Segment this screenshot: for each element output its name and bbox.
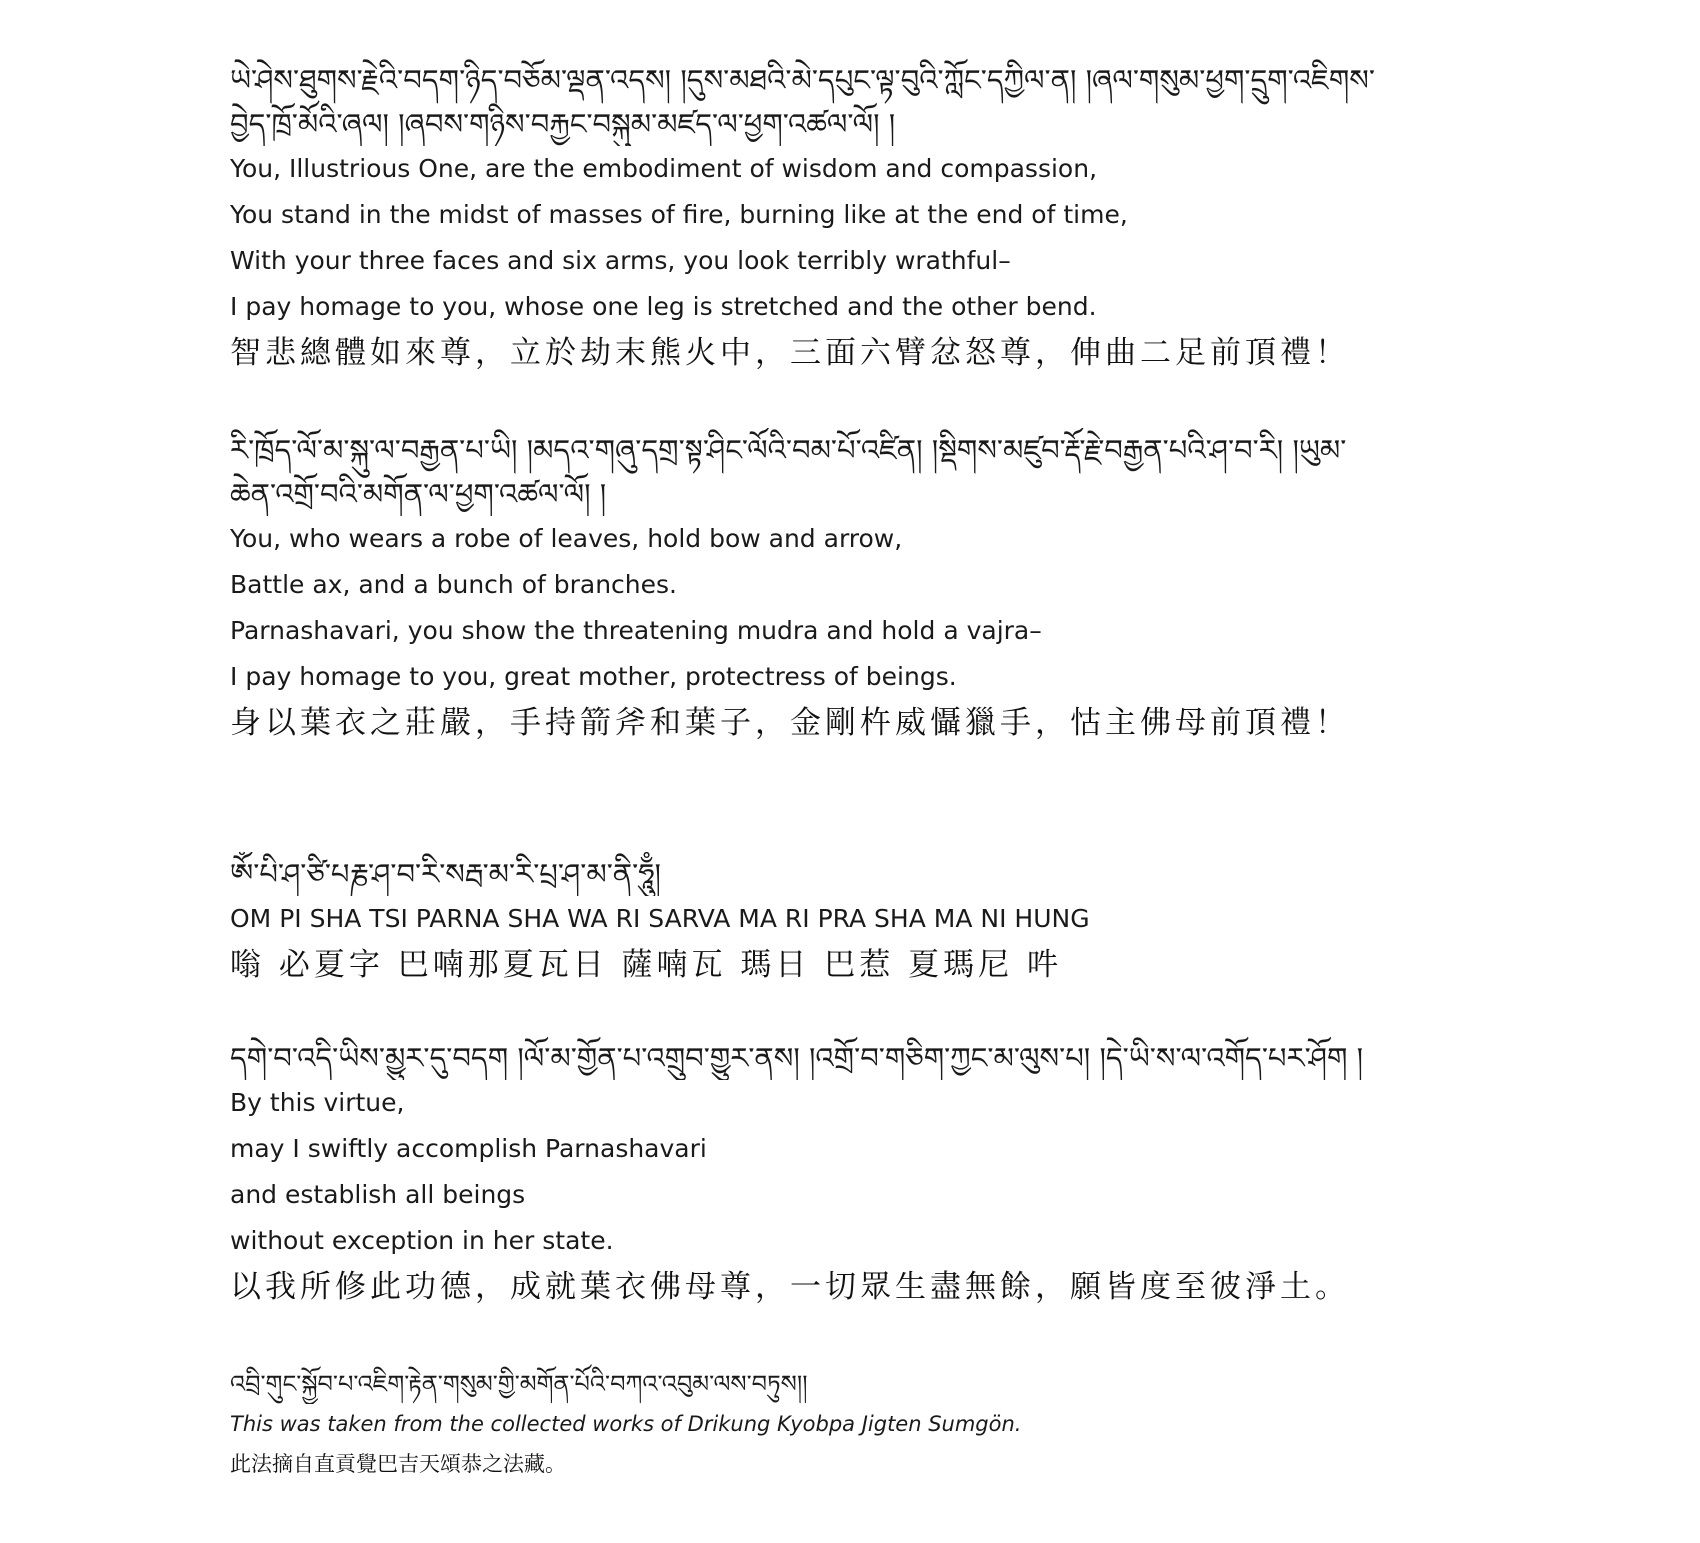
source-chinese: 此法摘自直貢覺巴吉天頌恭之法藏。	[230, 1452, 566, 1476]
tibetan-line: ཡེ་ཤེས་ཐུགས་རྗེའི་བདག་ཉིད་བཅོམ་ལྡན་འདས། །དུས་མཐའི་མེ་དཔུང་ལྟ་བུའི་ཀློང་དཀྱིལ་ན། །ཞལ་གསུམ་ཕྱག་དྲུག་འཇིགས་	[230, 63, 1375, 97]
english-line: You stand in the midst of masses of fire, burning like at the end of time,	[230, 200, 1128, 229]
tibetan-line: རི་ཁྲོད་ལོ་མ་སྐུ་ལ་བརྒྱན་པ་ཡི། །མདའ་གཞུ་དགྲ་སྟ་ཤིང་ལོའི་བམ་པོ་འཛིན། །སྡིགས་མཛུབ་རྡོ་རྗེ་བརྒྱན་པའི་ཤ་བ་རི། །ཡུམ་	[230, 433, 1347, 467]
source-tibetan: འབྲི་གུང་སྐྱོབ་པ་འཇིག་རྟེན་གསུམ་གྱི་མགོན་པོའི་བཀའ་འབུམ་ལས་བཏུས།།	[230, 1370, 808, 1398]
english-line: and establish all beings	[230, 1180, 526, 1209]
source-note	[230, 1364, 1490, 1484]
english-line: Parnashavari, you show the threatening mudra and hold a vajra–	[230, 616, 1042, 645]
dedication-tibetan: དགེ་བ་འདི་ཡིས་མྱུར་དུ་བདག །ལོ་མ་གྱོན་པ་འགྲུབ་གྱུར་ནས། །འགྲོ་བ་གཅིག་ཀྱང་མ་ལུས་པ། །དེ་ཡི་ས་ལ་འགོད་པར་ཤོག །	[230, 1041, 1364, 1075]
english-line: I pay homage to you, whose one leg is stretched and the other bend.	[230, 292, 1097, 321]
tibetan-line: བྱེད་ཁྲོ་མོའི་ཞལ། །ཞབས་གཉིས་བརྐྱང་བསྐུམ་མཛད་ལ་ཕྱག་འཚལ་ལོ། །	[230, 107, 896, 141]
source-english: This was taken from the collected works of Drikung Kyobpa Jigten Sumgön.	[230, 1412, 1022, 1436]
english-line: Battle ax, and a bunch of branches.	[230, 570, 677, 599]
dedication-chinese: 以我所修此功德，成就葉衣佛母尊，一切眾生盡無餘，願皆度至彼淨土。	[230, 1269, 1350, 1305]
verse-2-tibetan	[230, 428, 1490, 516]
english-line: without exception in her state.	[230, 1226, 614, 1255]
mantra	[230, 852, 1490, 988]
mantra-tibetan: ༀ་པི་ཤ་ཙི་པརྞ་ཤ་བ་རི་སརྦ་མ་རི་པྲ་ཤ་མ་ནི་ཧཱུྃ།	[230, 857, 661, 891]
verse-2	[230, 428, 1490, 746]
tibetan-line: ཆེན་འགྲོ་བའི་མགོན་ལ་ཕྱག་འཚལ་ལོ། །	[230, 477, 607, 511]
dedication-english	[230, 1080, 1490, 1264]
mantra-chinese: 嗡 必夏字 巴喃那夏瓦日 薩喃瓦 瑪日 巴惹 夏瑪尼 吽	[230, 947, 1062, 983]
english-line: By this virtue,	[230, 1088, 405, 1117]
mantra-english: OM PI SHA TSI PARNA SHA WA RI SARVA MA RI PRA SHA MA NI HUNG	[230, 904, 1090, 933]
verse-1-english	[230, 146, 1490, 330]
verse-2-chinese: 身以葉衣之莊嚴，手持箭斧和葉子，金剛杵威懾獵手，怙主佛母前頂禮！	[230, 705, 1350, 741]
dedication	[230, 1036, 1490, 1310]
english-line: may I swiftly accomplish Parnashavari	[230, 1134, 707, 1163]
verse-2-english	[230, 516, 1490, 700]
english-line: I pay homage to you, great mother, protectress of beings.	[230, 662, 957, 691]
verse-1	[230, 58, 1490, 376]
english-line: With your three faces and six arms, you look terribly wrathful–	[230, 246, 1011, 275]
english-line: You, who wears a robe of leaves, hold bow and arrow,	[230, 524, 903, 553]
english-line: You, Illustrious One, are the embodiment of wisdom and compassion,	[230, 154, 1098, 183]
verse-1-chinese: 智悲總體如來尊，立於劫末熊火中，三面六臂忿怒尊，伸曲二足前頂禮！	[230, 335, 1350, 371]
verse-1-tibetan	[230, 58, 1490, 146]
